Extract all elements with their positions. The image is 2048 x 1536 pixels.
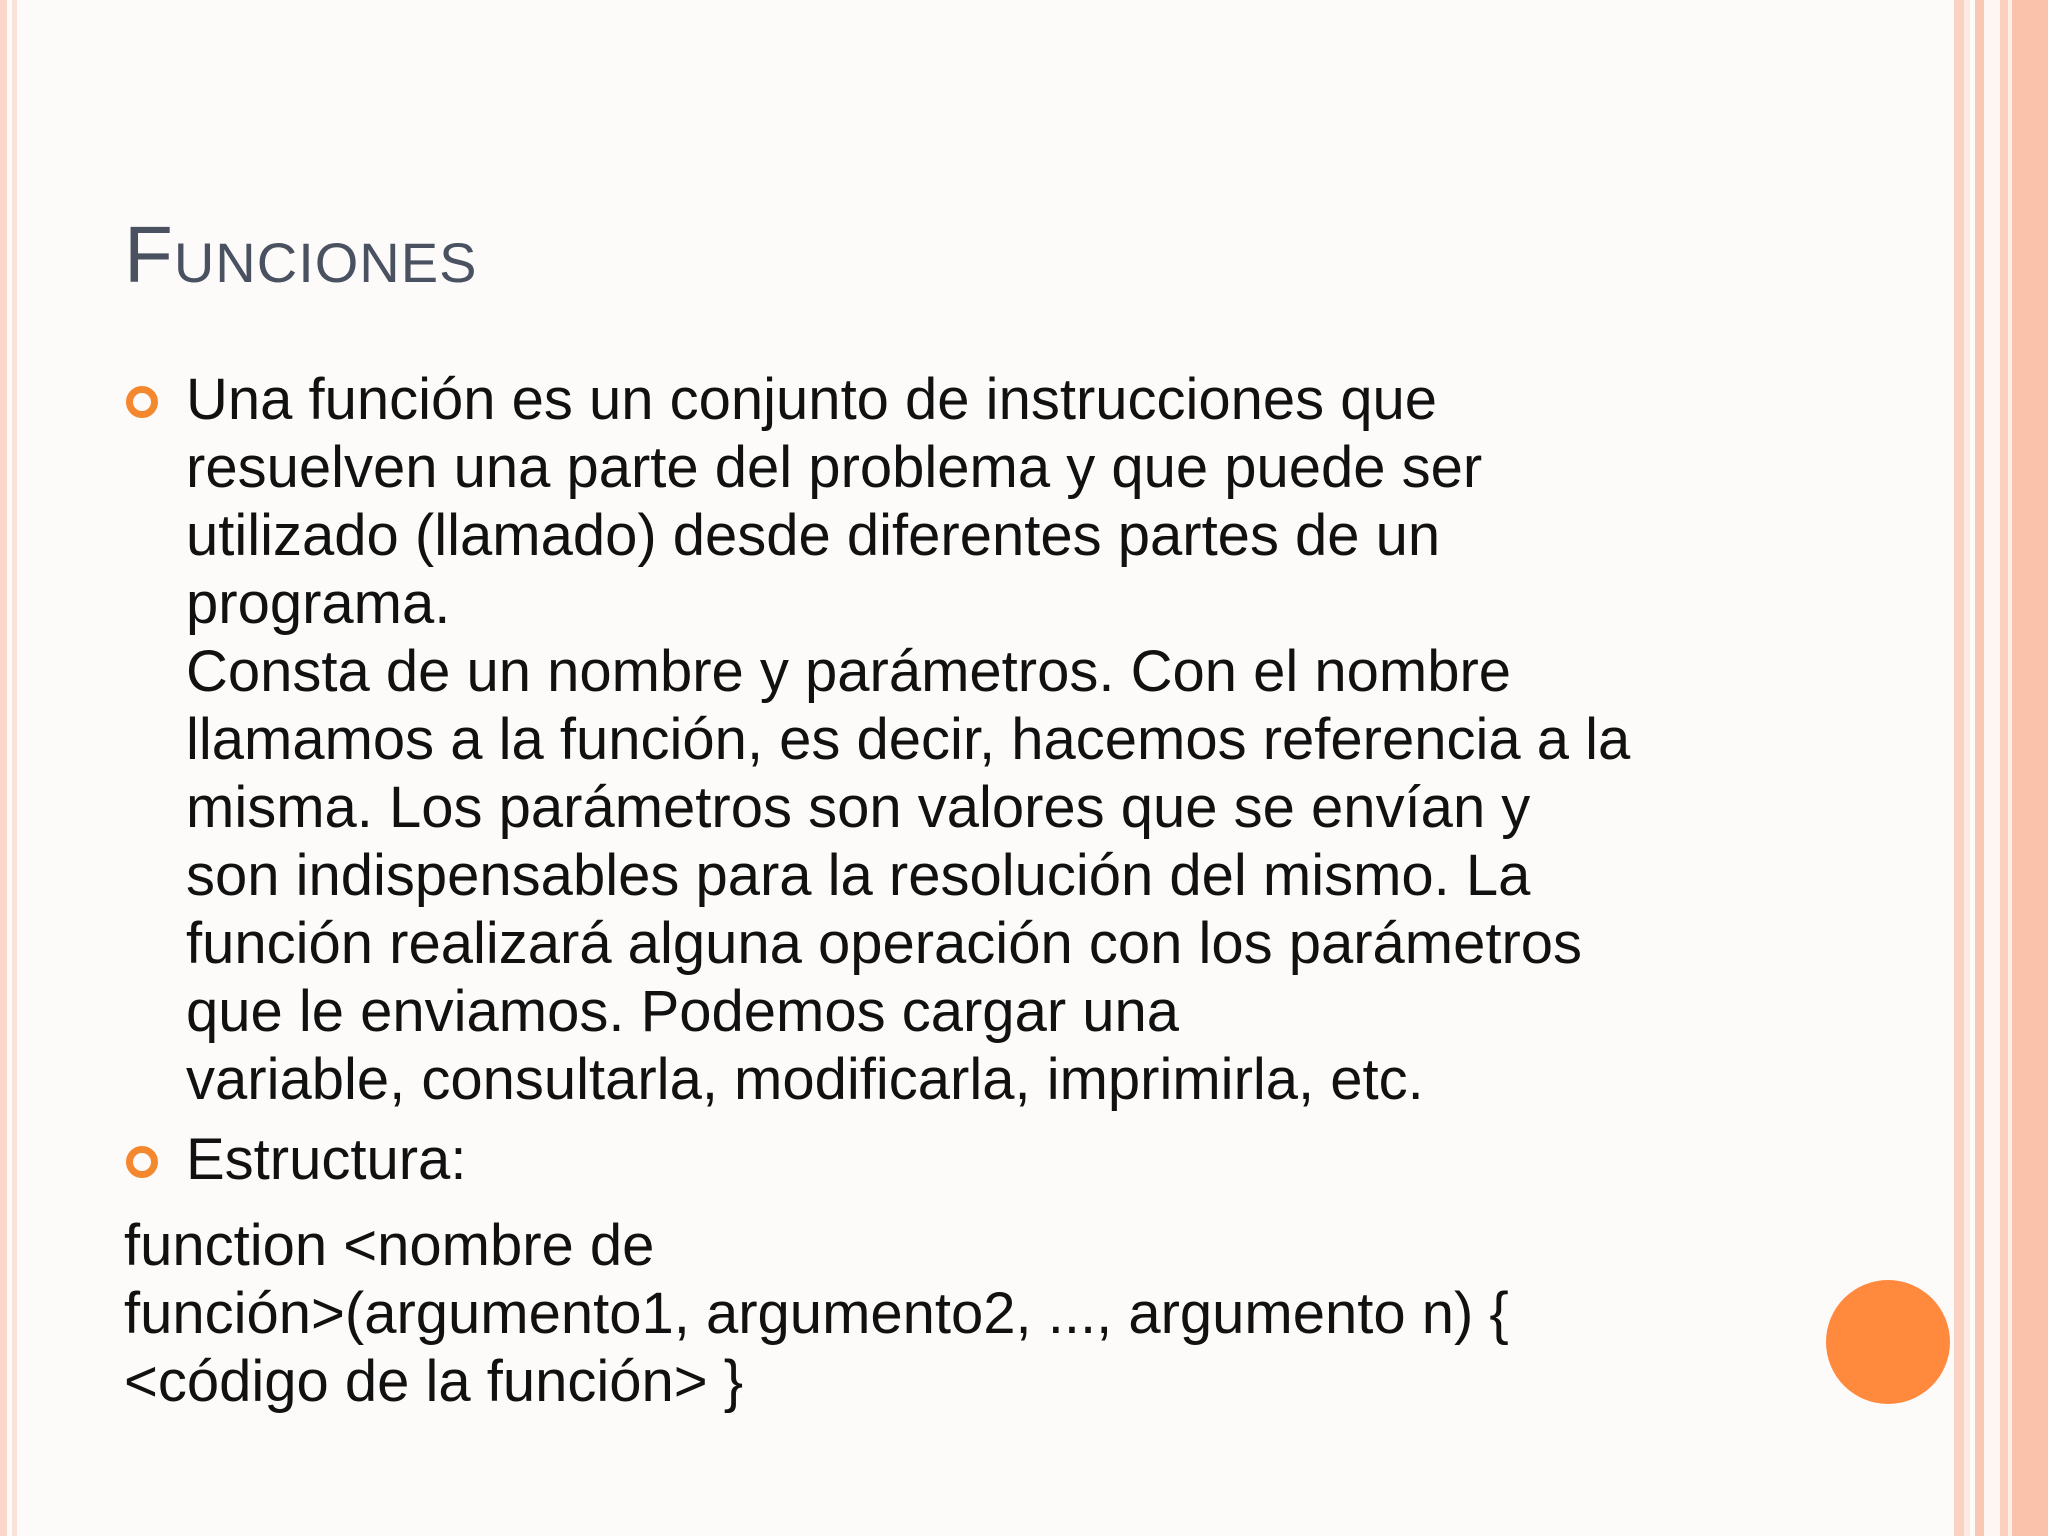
bullet-text-line: Consta de un nombre y parámetros. Con el nombre xyxy=(186,639,1512,704)
bullet-structure xyxy=(186,1126,1806,1194)
bullet-text-line: resuelven una parte del problema y que puede ser xyxy=(186,435,1483,500)
bullet-text-line: son indispensables para la resolución del mismo. La xyxy=(186,843,1531,908)
right-decor-stripe xyxy=(1954,0,1964,1536)
bullet-text-line: variable, consultarla, modificarla, imprimirla, etc. xyxy=(186,1047,1424,1112)
right-decor-stripe xyxy=(1984,0,2000,1536)
function-syntax-block xyxy=(124,1212,1509,1416)
bullet-text-line: misma. Los parámetros son valores que se envían y xyxy=(186,775,1531,840)
bullet-text-line: programa. xyxy=(186,571,451,636)
bullet-text-line: Estructura: xyxy=(186,1127,467,1192)
left-edge-stripe xyxy=(12,0,17,1536)
right-decor-stripe xyxy=(1964,0,1970,1536)
left-edge-stripe xyxy=(0,0,7,1536)
code-line: function <nombre de xyxy=(124,1213,655,1278)
slide-title: Funciones xyxy=(124,210,478,299)
bullet-circle-icon xyxy=(126,1146,158,1178)
bullet-text-line: que le enviamos. Podemos cargar una xyxy=(186,979,1180,1044)
accent-circle xyxy=(1826,1280,1950,1404)
bullet-text-line: Una función es un conjunto de instrucciones que xyxy=(186,367,1438,432)
bullet-definition xyxy=(186,366,1806,1114)
bullet-text-line: función realizará alguna operación con los parámetros xyxy=(186,911,1583,976)
bullet-circle-icon xyxy=(126,386,158,418)
code-line: función>(argumento1, argumento2, ..., argumento n) { xyxy=(124,1281,1509,1346)
code-line: <código de la función> } xyxy=(124,1349,744,1414)
right-decor-stripe xyxy=(2012,0,2048,1536)
right-decor-stripe xyxy=(2000,0,2008,1536)
bullet-text-line: utilizado (llamado) desde diferentes partes de un xyxy=(186,503,1441,568)
right-decor-stripe xyxy=(1975,0,1984,1536)
bullet-text-line: llamamos a la función, es decir, hacemos referencia a la xyxy=(186,707,1631,772)
